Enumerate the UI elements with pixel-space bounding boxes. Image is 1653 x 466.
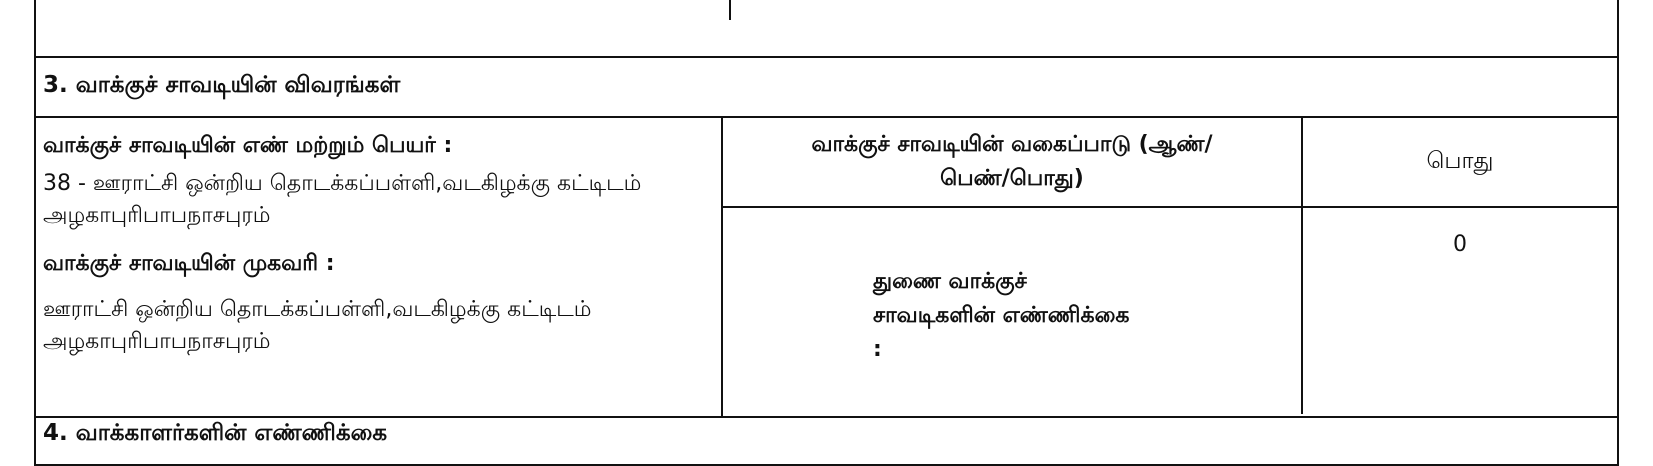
document-table bbox=[34, 0, 1619, 466]
auxiliary-booths-value: 0 bbox=[1453, 232, 1467, 257]
auxiliary-booths-label-line-3: : bbox=[873, 337, 882, 362]
polling-booth-details bbox=[36, 118, 1617, 418]
section-3-title: 3. வாக்குச் சாவடியின் விவரங்கள் bbox=[36, 56, 1617, 118]
booth-name-label: வாக்குச் சாவடியின் எண் மற்றும் பெயர் : bbox=[43, 133, 453, 158]
booth-type-label: வாக்குச் சாவடியின் வகைப்பாடு (ஆண்/பெண்/பொது) bbox=[723, 118, 1303, 208]
auxiliary-booths-label bbox=[723, 208, 1303, 414]
booth-type-value: பொது bbox=[1303, 118, 1617, 208]
column-divider bbox=[729, 0, 731, 20]
auxiliary-booths-label-line-2: சாவடிகளின் எண்ணிக்கை bbox=[873, 303, 1130, 328]
booth-info-column bbox=[36, 118, 723, 416]
booth-address-label: வாக்குச் சாவடியின் முகவரி : bbox=[43, 251, 335, 276]
booth-name-value: 38 - ஊராட்சி ஒன்றிய தொடக்கப்பள்ளி,வடகிழக்கு கட்டிடம் அழகாபுரிபாபநாசபுரம் bbox=[43, 171, 642, 228]
section-4-title: 4. வாக்காளர்களின் எண்ணிக்கை bbox=[43, 420, 388, 446]
auxiliary-booths-label-line-1: துணை வாக்குச் bbox=[873, 269, 1027, 294]
booth-address-value: ஊராட்சி ஒன்றிய தொடக்கப்பள்ளி,வடகிழக்கு கட்டிடம் அழகாபுரிபாபநாசபுரம் bbox=[43, 297, 592, 354]
previous-section-row bbox=[36, 0, 1617, 58]
